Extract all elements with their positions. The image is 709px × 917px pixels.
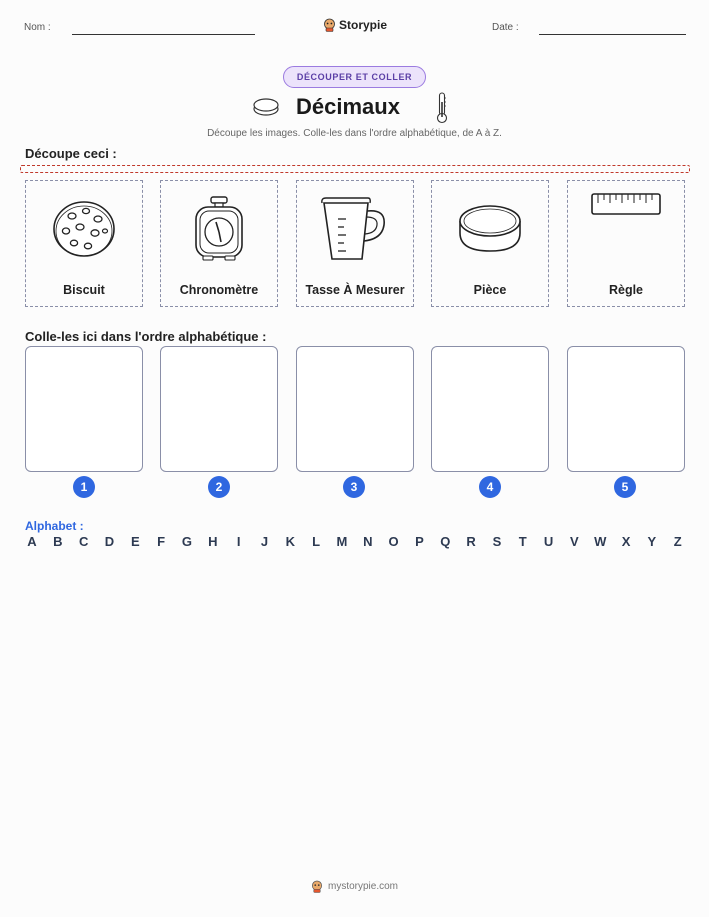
alphabet-letter: O	[388, 534, 399, 549]
storypie-mascot-icon	[311, 880, 323, 893]
date-line	[539, 34, 686, 35]
paste-number-badge: 2	[208, 476, 230, 498]
paste-number-badge: 4	[479, 476, 501, 498]
cut-card-piece[interactable]	[431, 180, 549, 307]
alphabet-letter: J	[260, 534, 269, 549]
brand-name: Storypie	[339, 18, 388, 32]
alphabet-row	[25, 534, 685, 549]
cut-card-label: Biscuit	[63, 283, 105, 297]
cut-card-label: Pièce	[473, 283, 507, 297]
activity-badge: DÉCOUPER ET COLLER	[283, 66, 426, 88]
paste-box-4[interactable]	[431, 346, 549, 472]
alphabet-letter: C	[78, 534, 89, 549]
alphabet-letter: Y	[647, 534, 657, 549]
alphabet-letter: Z	[673, 534, 682, 549]
alphabet-letter: W	[594, 534, 607, 549]
alphabet-letter: D	[104, 534, 115, 549]
paste-box-3[interactable]	[296, 346, 414, 472]
cut-card-label: Chronomètre	[179, 283, 259, 297]
name-line	[72, 34, 255, 35]
stopwatch-icon	[193, 196, 245, 262]
cut-card-label: Tasse À Mesurer	[305, 283, 405, 297]
alphabet-letter: G	[181, 534, 193, 549]
cut-card-biscuit[interactable]	[25, 180, 143, 307]
alphabet-letter: B	[53, 534, 63, 549]
footer	[0, 880, 709, 893]
alphabet-letter: S	[492, 534, 502, 549]
cut-card-tasse-a-mesurer[interactable]	[296, 180, 414, 307]
paste-number-badge: 1	[73, 476, 95, 498]
alphabet-letter: A	[27, 534, 37, 549]
instructions: Découpe les images. Colle-les dans l'ordre alphabétique, de A à Z.	[207, 128, 502, 139]
cut-card-regle[interactable]	[567, 180, 685, 307]
brand-logo	[323, 18, 387, 32]
footer-link[interactable]: mystorypie.com	[327, 881, 398, 892]
paste-number-badge: 3	[343, 476, 365, 498]
alphabet-letter: F	[157, 534, 166, 549]
alphabet-title: Alphabet :	[25, 519, 84, 533]
alphabet-letter: T	[518, 534, 527, 549]
cut-card-chronometre[interactable]	[160, 180, 278, 307]
alphabet-letter: U	[543, 534, 554, 549]
alphabet-letter: E	[130, 534, 140, 549]
header	[0, 18, 709, 38]
cut-line	[20, 165, 690, 173]
cut-card-label: Règle	[608, 283, 644, 297]
coin-icon	[457, 203, 523, 255]
alphabet-letter: I	[236, 534, 241, 549]
paste-section-label: Colle-les ici dans l'ordre alphabétique :	[25, 329, 267, 344]
alphabet-letter: M	[336, 534, 348, 549]
cookie-icon	[52, 199, 116, 259]
paste-box-1[interactable]	[25, 346, 143, 472]
cut-section-label: Découpe ceci :	[25, 146, 117, 161]
ruler-icon	[590, 191, 662, 217]
alphabet-letter: Q	[440, 534, 451, 549]
page-title: Décimaux	[296, 94, 400, 119]
alphabet-letter: N	[363, 534, 373, 549]
thermometer-icon	[435, 92, 449, 124]
measuring-cup-icon	[320, 195, 390, 263]
coin-icon	[252, 97, 280, 117]
paste-box-5[interactable]	[567, 346, 685, 472]
alphabet-letter: L	[312, 534, 321, 549]
title-row	[0, 92, 709, 122]
alphabet-letter: V	[570, 534, 579, 549]
paste-box-2[interactable]	[160, 346, 278, 472]
alphabet-letter: R	[466, 534, 476, 549]
storypie-mascot-icon	[323, 18, 336, 32]
name-label: Nom :	[24, 22, 51, 33]
paste-number-badge: 5	[614, 476, 636, 498]
alphabet-letter: X	[621, 534, 631, 549]
date-label: Date :	[492, 22, 519, 33]
alphabet-letter: P	[415, 534, 424, 549]
alphabet-letter: H	[208, 534, 218, 549]
alphabet-letter: K	[285, 534, 295, 549]
